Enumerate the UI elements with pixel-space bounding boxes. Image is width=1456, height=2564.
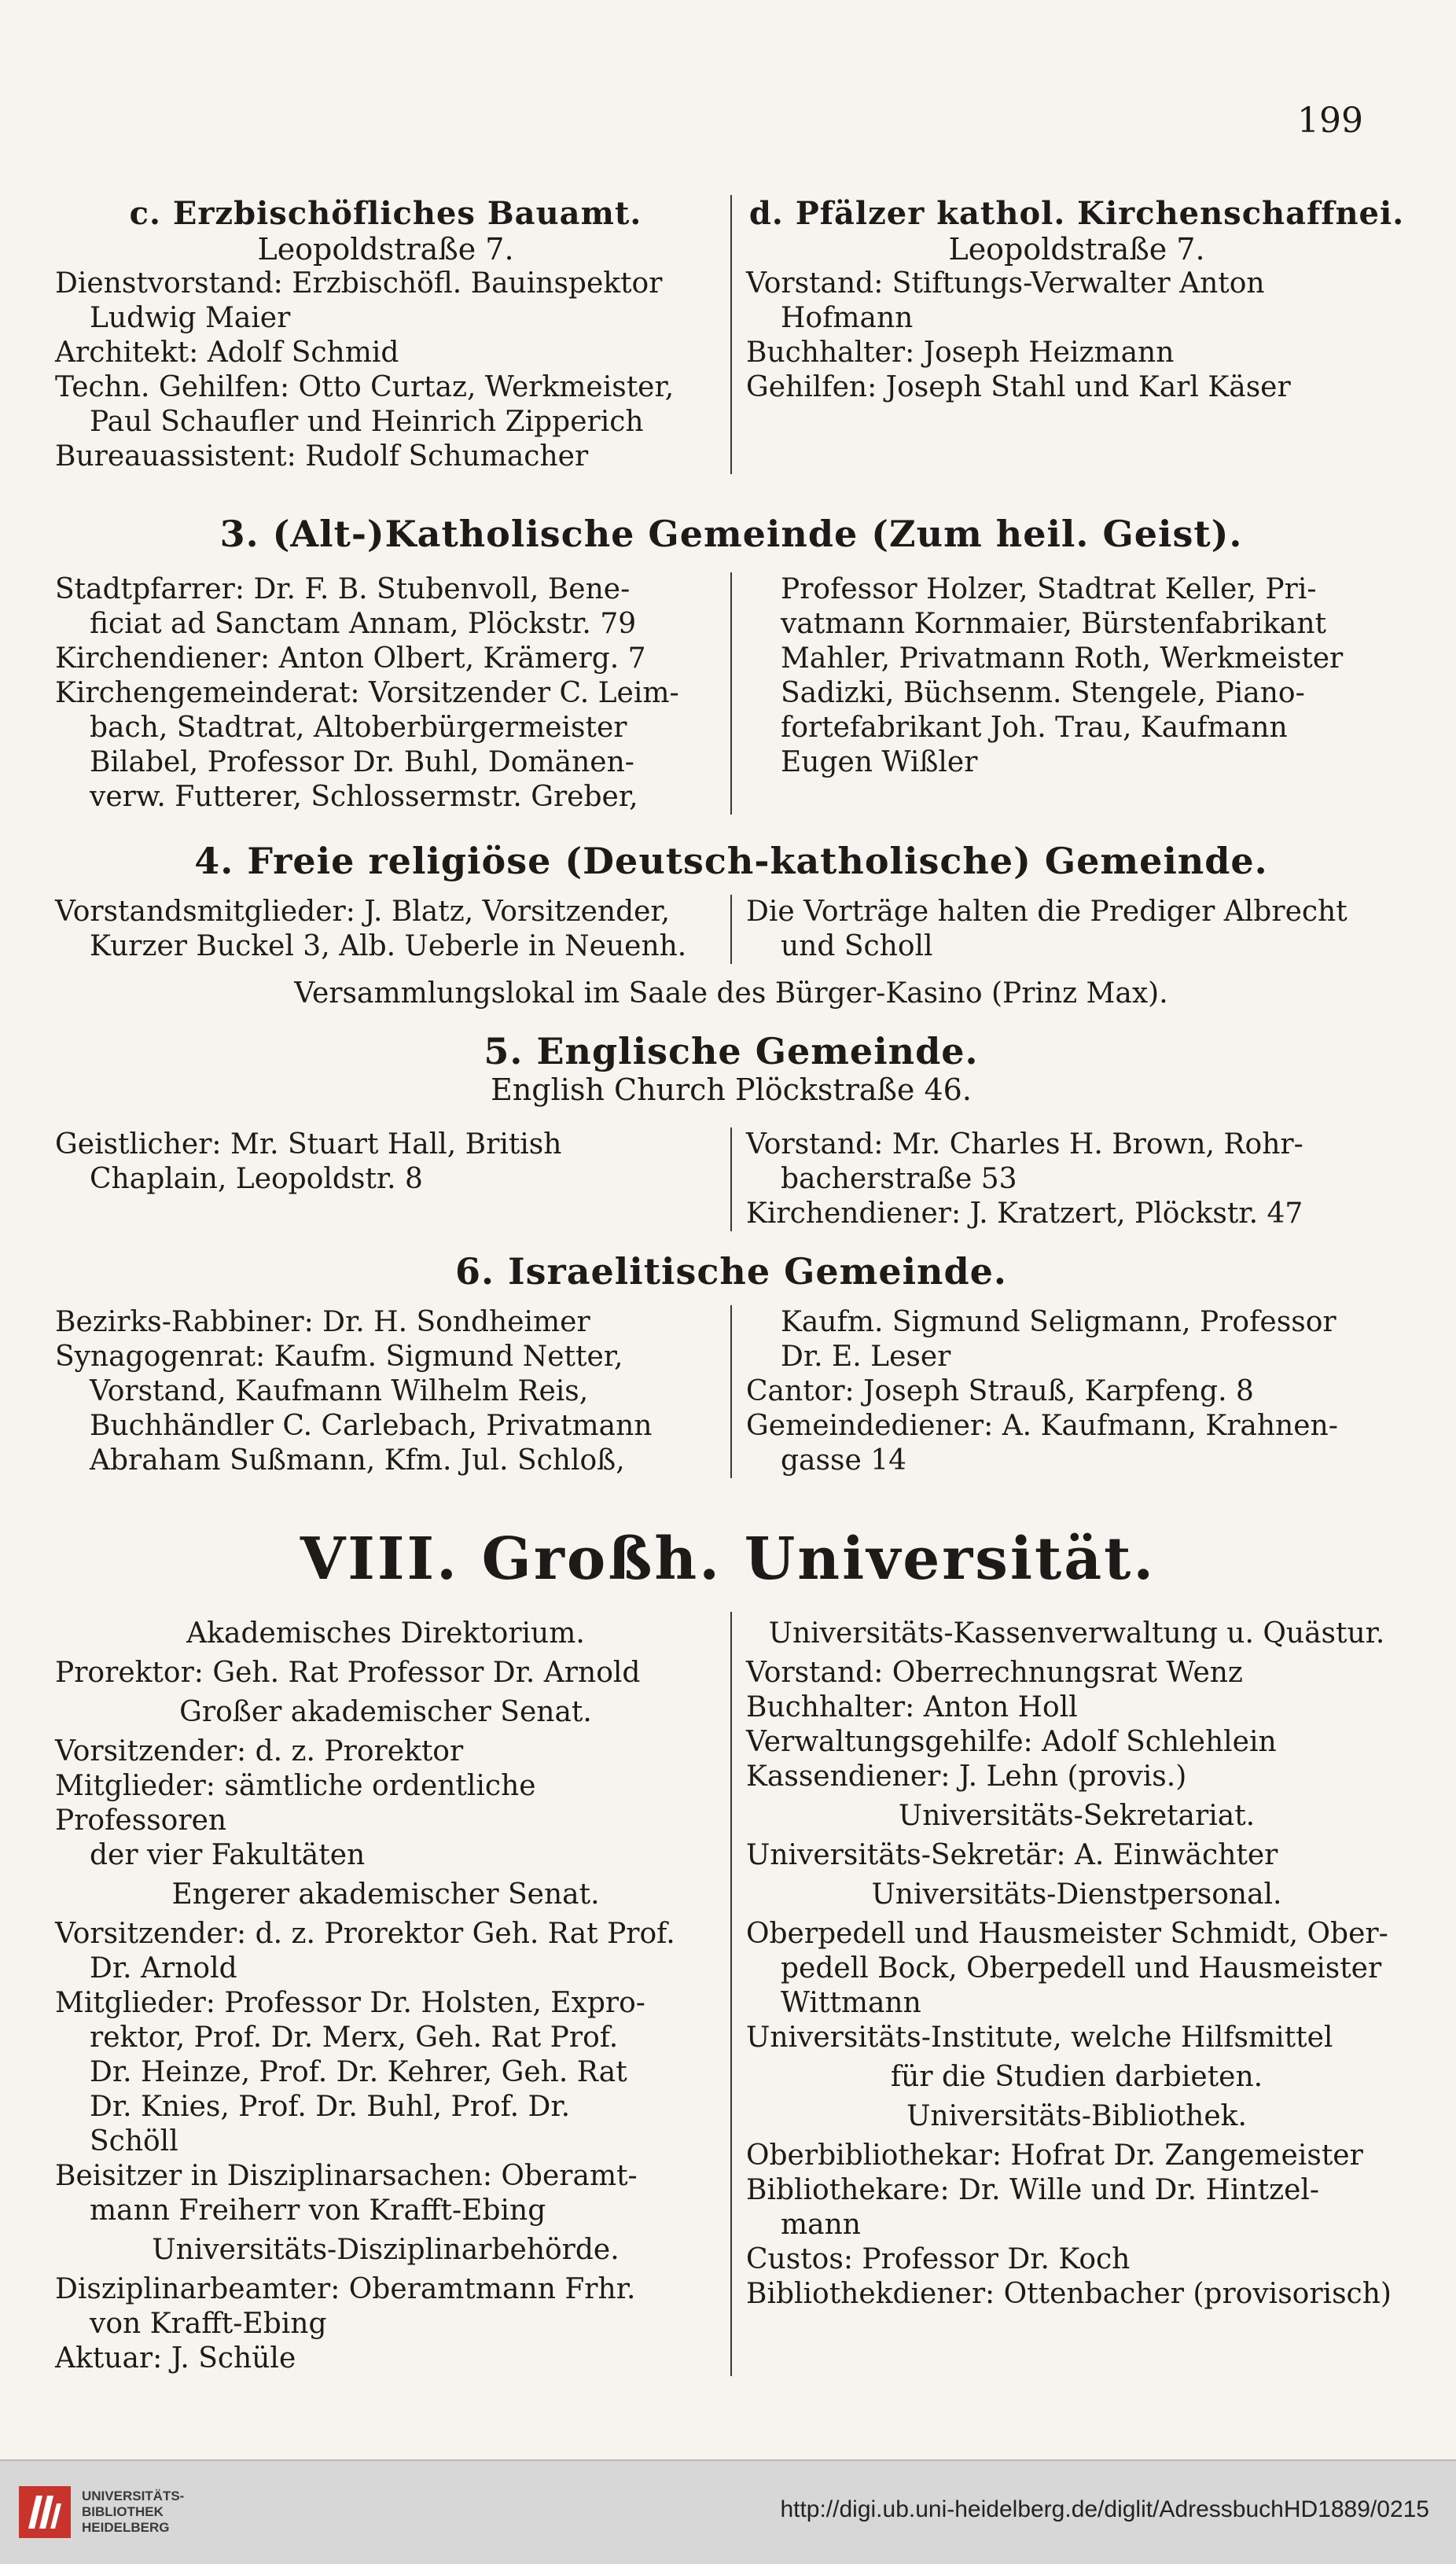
section-c-line: Dienstvorstand: Erzbischöfl. Bauinspektor [55, 267, 663, 300]
subsection-heading: Großer akademischer Senat. [179, 1696, 592, 1728]
section-d-line: Buchhalter: Joseph Heizmann [746, 337, 1175, 369]
section-c-line: Techn. Gehilfen: Otto Curtaz, Werkmeister, [55, 371, 675, 403]
subsection-heading: Universitäts-Dienstpersonal. [871, 1878, 1282, 1911]
section-3-line: Eugen Wißler [781, 746, 978, 778]
chapter-viii-line: Universitäts-Sekretär: A. Einwächter [746, 1839, 1278, 1871]
section-cd [55, 195, 1407, 474]
section-5-address: English Church Plöckstraße 46. [491, 1072, 972, 1107]
chapter-viii-line: Wittmann [781, 1987, 921, 2019]
chapter-viii-line: Buchhalter: Anton Holl [746, 1691, 1078, 1723]
footer-banner [0, 2459, 1456, 2564]
section-c-line: Paul Schaufler und Heinrich Zipperich [90, 406, 644, 438]
page-number: 199 [1297, 101, 1363, 141]
section-5-line: Vorstand: Mr. Charles H. Brown, Rohr- [746, 1128, 1303, 1161]
section-3-line: ficiat ad Sanctam Annam, Plöckstr. 79 [90, 608, 637, 640]
section-3-line: Professor Holzer, Stadtrat Keller, Pri- [781, 573, 1317, 605]
section-3-line: verw. Futterer, Schlossermstr. Greber, [90, 781, 638, 813]
section-6-right [730, 1305, 1407, 1478]
chapter-viii-right [730, 1612, 1407, 2376]
library-logo [19, 2486, 184, 2538]
section-4-line: Vorstandsmitglieder: J. Blatz, Vorsitzender, [55, 896, 671, 928]
source-url[interactable]: http://digi.ub.uni-heidelberg.de/diglit/AdressbuchHD1889/0215 [780, 2496, 1429, 2522]
chapter-viii-left [55, 1612, 730, 2376]
section-3-line: Bilabel, Professor Dr. Buhl, Domänen- [90, 746, 634, 778]
section-3-line: Stadtpfarrer: Dr. F. B. Stubenvoll, Bene- [55, 573, 631, 605]
section-5-line: Chaplain, Leopoldstr. 8 [90, 1163, 423, 1195]
chapter-viii-line: Disziplinarbeamter: Oberamtmann Frhr. [55, 2273, 636, 2305]
subsection-heading: für die Studien darbieten. [890, 2061, 1263, 2093]
chapter-viii-line: mann [781, 2209, 861, 2241]
subsection-heading: Akademisches Direktorium. [186, 1617, 585, 1650]
section-4-header [55, 840, 1407, 882]
chapter-viii-line: Dr. Arnold [90, 1952, 237, 1985]
chapter-viii-line: Verwaltungsgehilfe: Adolf Schlehlein [746, 1726, 1277, 1758]
section-c-address: Leopoldstraße 7. [257, 232, 514, 267]
section-3-line: Kirchengemeinderat: Vorsitzender C. Leim- [55, 677, 679, 709]
chapter-viii-line: Prorektor: Geh. Rat Professor Dr. Arnold [55, 1657, 641, 1689]
library-logo-icon [19, 2486, 71, 2538]
section-5-line: bacherstraße 53 [781, 1163, 1017, 1195]
section-6-header [55, 1250, 1407, 1293]
chapter-viii-line: Vorsitzender: d. z. Prorektor [55, 1735, 464, 1768]
chapter-viii-line: Mitglieder: sämtliche ordentliche Professoren [55, 1770, 536, 1837]
section-4-line: Kurzer Buckel 3, Alb. Ueberle in Neuenh. [90, 930, 687, 962]
section-6-body [55, 1305, 1407, 1478]
chapter-viii-line: von Krafft-Ebing [90, 2308, 327, 2340]
section-6-line: Abraham Sußmann, Kfm. Jul. Schloß, [90, 1444, 625, 1477]
section-3-line: bach, Stadtrat, Altoberbürgermeister [90, 712, 627, 744]
section-d [730, 195, 1407, 474]
section-4-left [55, 895, 730, 964]
section-6-line: Dr. E. Leser [781, 1341, 951, 1373]
section-3-body [55, 572, 1407, 815]
section-6-line: Vorstand, Kaufmann Wilhelm Reis, [90, 1375, 589, 1407]
section-c-line: Architekt: Adolf Schmid [55, 337, 399, 369]
section-6-line: Synagogenrat: Kaufm. Sigmund Netter, [55, 1341, 623, 1373]
section-5-right [730, 1127, 1407, 1231]
section-5-header [55, 1030, 1407, 1107]
section-c-title: c. Erzbischöfliches Bauamt. [129, 195, 642, 232]
section-6-title: 6. Israelitische Gemeinde. [455, 1250, 1007, 1293]
chapter-viii-line: Bibliothekdiener: Ottenbacher (provisorisch) [746, 2278, 1392, 2310]
chapter-viii-line: rektor, Prof. Dr. Merx, Geh. Rat Prof. [90, 2021, 619, 2054]
chapter-viii-line: Kassendiener: J. Lehn (provis.) [746, 1760, 1187, 1793]
subsection-heading: Universitäts-Kassenverwaltung u. Quästur. [768, 1617, 1385, 1650]
logo-line: BIBLIOTHEK [82, 2504, 164, 2519]
chapter-viii-line: der vier Fakultäten [90, 1839, 366, 1871]
chapter-viii-line: Universitäts-Institute, welche Hilfsmittel [746, 2021, 1333, 2054]
section-d-address: Leopoldstraße 7. [948, 232, 1205, 267]
section-4-right [730, 895, 1407, 964]
section-d-line: Gehilfen: Joseph Stahl und Karl Käser [746, 371, 1291, 403]
subsection-heading: Universitäts-Sekretariat. [898, 1800, 1256, 1832]
subsection-heading: Universitäts-Bibliothek. [906, 2100, 1247, 2132]
section-3-line: Mahler, Privatmann Roth, Werkmeister [781, 642, 1344, 675]
section-6-left [55, 1305, 730, 1478]
chapter-viii-body [55, 1612, 1407, 2376]
section-6-line: Bezirks-Rabbiner: Dr. H. Sondheimer [55, 1306, 590, 1338]
section-6-line: gasse 14 [781, 1444, 907, 1477]
section-4-line: Die Vorträge halten die Prediger Albrecht [746, 896, 1348, 928]
chapter-viii-line: Dr. Heinze, Prof. Dr. Kehrer, Geh. Rat [90, 2056, 627, 2088]
subsection-heading: Engerer akademischer Senat. [171, 1878, 600, 1911]
section-d-line: Vorstand: Stiftungs-Verwalter Anton [746, 267, 1265, 300]
section-5-line: Kirchendiener: J. Kratzert, Plöckstr. 47 [746, 1197, 1303, 1230]
chapter-viii-line: Vorsitzender: d. z. Prorektor Geh. Rat Prof. [55, 1918, 675, 1950]
section-5-left [55, 1127, 730, 1231]
subsection-heading: Universitäts-Disziplinarbehörde. [152, 2234, 620, 2266]
section-d-line: Hofmann [781, 302, 914, 334]
chapter-title: VIII. Großh. Universität. [300, 1525, 1156, 1593]
section-4-meeting-place: Versammlungslokal im Saale des Bürger-Kasino (Prinz Max). [294, 977, 1168, 1010]
chapter-viii-line: Oberbibliothekar: Hofrat Dr. Zangemeister [746, 2139, 1363, 2172]
section-c-line: Bureauassistent: Rudolf Schumacher [55, 440, 589, 473]
section-6-line: Gemeindediener: A. Kaufmann, Krahnen- [746, 1410, 1338, 1442]
section-3-line: Kirchendiener: Anton Olbert, Krämerg. 7 [55, 642, 646, 675]
section-4-title: 4. Freie religiöse (Deutsch-katholische) Gemeinde. [194, 840, 1268, 882]
section-3-right [730, 572, 1407, 815]
section-c [55, 195, 730, 474]
section-3-line: fortefabrikant Joh. Trau, Kaufmann [781, 712, 1288, 744]
chapter-viii-line: Mitglieder: Professor Dr. Holsten, Expro- [55, 1987, 645, 2019]
chapter-viii-line: Oberpedell und Hausmeister Schmidt, Ober- [746, 1918, 1388, 1950]
logo-line: HEIDELBERG [82, 2520, 170, 2535]
section-3-header [55, 513, 1407, 555]
section-6-line: Buchhändler C. Carlebach, Privatmann [90, 1410, 653, 1442]
section-6-line: Kaufm. Sigmund Seligmann, Professor [781, 1306, 1337, 1338]
chapter-viii-line: pedell Bock, Oberpedell und Hausmeister [781, 1952, 1382, 1985]
section-5-title: 5. Englische Gemeinde. [483, 1030, 979, 1072]
chapter-viii-line: Schöll [90, 2125, 178, 2158]
section-c-line: Ludwig Maier [90, 302, 291, 334]
section-3-title: 3. (Alt-)Katholische Gemeinde (Zum heil. Geist). [219, 513, 1243, 555]
section-3-line: vatmann Kornmaier, Bürstenfabrikant [781, 608, 1327, 640]
chapter-viii-line: mann Freiherr von Krafft-Ebing [90, 2194, 546, 2227]
section-3-left [55, 572, 730, 815]
section-3-line: Sadizki, Büchsenm. Stengele, Piano- [781, 677, 1305, 709]
chapter-viii-line: Bibliothekare: Dr. Wille und Dr. Hintzel- [746, 2174, 1320, 2206]
section-4-line: und Scholl [781, 930, 933, 962]
chapter-viii-line: Vorstand: Oberrechnungsrat Wenz [746, 1657, 1243, 1689]
chapter-viii-line: Beisitzer in Disziplinarsachen: Oberamt- [55, 2160, 638, 2192]
section-4-body [55, 895, 1407, 964]
section-4-footer [55, 977, 1407, 1011]
chapter-viii-line: Custos: Professor Dr. Koch [746, 2243, 1131, 2275]
logo-line: UNIVERSITÄTS- [82, 2489, 185, 2503]
library-logo-text [82, 2489, 184, 2536]
section-5-line: Geistlicher: Mr. Stuart Hall, British [55, 1128, 562, 1161]
section-6-line: Cantor: Joseph Strauß, Karpfeng. 8 [746, 1375, 1254, 1407]
section-5-body [55, 1127, 1407, 1231]
chapter-viii-line: Dr. Knies, Prof. Dr. Buhl, Prof. Dr. [90, 2091, 571, 2123]
section-d-title: d. Pfälzer kathol. Kirchenschaffnei. [748, 195, 1405, 232]
chapter-viii-line: Aktuar: J. Schüle [55, 2342, 296, 2375]
